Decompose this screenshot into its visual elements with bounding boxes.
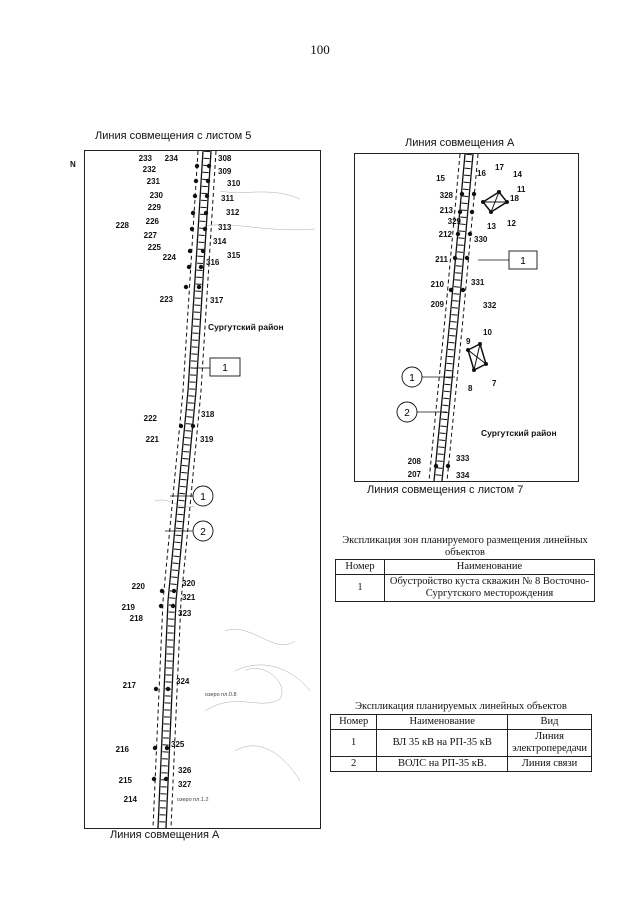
point-label: 212: [438, 230, 452, 239]
point-label: 330: [474, 235, 488, 244]
objects-cell-number: 1: [331, 730, 377, 757]
callout-label: 2: [200, 527, 206, 538]
point-label: 16: [477, 169, 486, 178]
point-label: 334: [456, 471, 470, 480]
point-label: 209: [430, 300, 444, 309]
point-label: 318: [201, 410, 215, 419]
point-label: 217: [122, 681, 136, 690]
objects-table-title: Экспликация планируемых линейных объектов: [355, 701, 567, 712]
objects-cell-name: ВЛ 35 кВ на РП-35 кВ: [377, 730, 508, 757]
point-label: 329: [447, 217, 461, 226]
point-label: 333: [456, 454, 470, 463]
table-row: [331, 757, 592, 772]
region-label: Сургутский район: [481, 428, 557, 438]
point-label: 323: [178, 609, 192, 618]
objects-cell-name: ВОЛС на РП-35 кВ.: [377, 757, 508, 772]
point-label: 234: [164, 154, 178, 163]
point-label: 17: [495, 163, 504, 172]
point-label: 208: [407, 457, 421, 466]
point-label: 211: [435, 255, 448, 264]
point-label: 215: [118, 776, 132, 785]
zones-cell-number: 1: [336, 575, 385, 602]
right-map-bottom-caption: Линия совмещения с листом 7: [367, 484, 524, 496]
point-label: 9: [466, 337, 471, 346]
north-label: N: [70, 160, 76, 169]
callout-label: 1: [409, 373, 415, 384]
point-label: 218: [129, 614, 143, 623]
left-map-panel: [84, 150, 321, 829]
point-label: 310: [227, 179, 241, 188]
point-label: 326: [178, 766, 192, 775]
zones-header-number: Номер: [336, 560, 385, 575]
point-label: 207: [407, 470, 421, 479]
objects-cell-kind: Линия связи: [508, 757, 592, 772]
point-label: 227: [143, 231, 157, 240]
point-label: 315: [227, 251, 241, 260]
left-map-drawing: [85, 151, 320, 828]
point-label: 219: [121, 603, 135, 612]
objects-cell-number: 2: [331, 757, 377, 772]
objects-cell-kind: Линия электропередачи: [508, 730, 592, 757]
point-label: 324: [176, 677, 190, 686]
point-label: 319: [200, 435, 214, 444]
point-label: 320: [182, 579, 196, 588]
point-label: 312: [226, 208, 240, 217]
point-label: 221: [145, 435, 159, 444]
table-row: [331, 730, 592, 757]
point-label: 226: [145, 217, 159, 226]
point-label: 328: [439, 191, 453, 200]
callout-label: 1: [200, 492, 206, 503]
lake-label: озеро пл.0.8: [205, 692, 237, 698]
page-number: 100: [310, 42, 330, 57]
point-label: 216: [115, 745, 129, 754]
point-label: 18: [510, 194, 519, 203]
zones-header-name: Наименование: [385, 560, 595, 575]
callout-label: 2: [404, 408, 410, 419]
callout-label: 1: [222, 363, 228, 374]
point-label: 224: [162, 253, 176, 262]
point-label: 321: [182, 593, 196, 602]
point-label: 214: [123, 795, 137, 804]
point-label: 210: [430, 280, 444, 289]
point-label: 11: [517, 185, 526, 194]
point-label: 220: [131, 582, 145, 591]
point-label: 13: [487, 222, 496, 231]
point-label: 225: [147, 243, 161, 252]
objects-header-kind: Вид: [508, 715, 592, 730]
objects-header-number: Номер: [331, 715, 377, 730]
point-label: 223: [159, 295, 173, 304]
point-label: 229: [147, 203, 161, 212]
point-label: 308: [218, 154, 232, 163]
zones-table-title: Экспликация зон планируемого размещения линейных объектов: [342, 535, 588, 558]
point-label: 222: [143, 414, 157, 423]
point-label: 228: [115, 221, 129, 230]
right-map-drawing: [355, 154, 578, 481]
point-label: 7: [492, 379, 497, 388]
right-corridor: [429, 154, 478, 481]
point-label: 15: [436, 174, 445, 183]
point-label: 327: [178, 780, 192, 789]
point-label: 332: [483, 301, 497, 310]
table-row: [336, 575, 595, 602]
point-label: 313: [218, 223, 232, 232]
left-map-top-caption: Линия совмещения с листом 5: [95, 130, 252, 142]
region-label: Сургутский район: [208, 322, 284, 332]
lake-label: озеро пл.1.2: [177, 797, 209, 803]
left-map-bottom-caption: Линия совмещения А: [110, 829, 220, 841]
point-label: 317: [210, 296, 224, 305]
zones-cell-name: Обустройство куста скважин № 8 Восточно-Сургутского месторождения: [385, 575, 595, 602]
point-label: 12: [507, 219, 516, 228]
point-label: 231: [146, 177, 160, 186]
callout-label: 1: [520, 256, 526, 267]
point-label: 230: [149, 191, 163, 200]
point-label: 213: [439, 206, 453, 215]
point-label: 232: [142, 165, 156, 174]
point-label: 316: [206, 258, 220, 267]
point-label: 314: [213, 237, 227, 246]
point-label: 331: [471, 278, 485, 287]
point-label: 311: [221, 194, 234, 203]
right-map-top-caption: Линия совмещения А: [405, 137, 515, 149]
zones-table: [335, 559, 595, 602]
point-label: 8: [468, 384, 473, 393]
well-pad-lower: [468, 344, 486, 370]
right-map-panel: [354, 153, 579, 482]
point-label: 14: [513, 170, 522, 179]
point-label: 233: [138, 154, 152, 163]
point-label: 325: [171, 740, 185, 749]
objects-table: [330, 714, 592, 772]
objects-header-name: Наименование: [377, 715, 508, 730]
point-label: 309: [218, 167, 232, 176]
well-pad-upper: [483, 192, 507, 212]
point-label: 10: [483, 328, 492, 337]
